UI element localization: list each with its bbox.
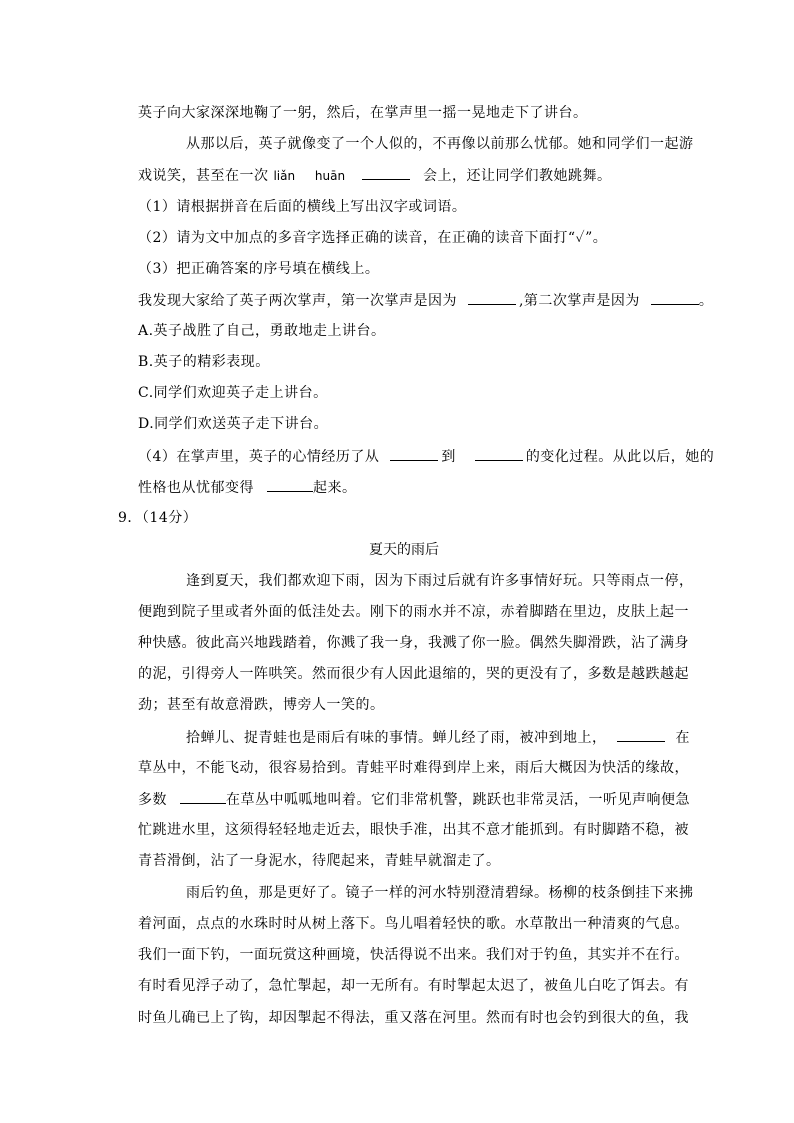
paragraph-line: 青苔滑倒，沾了一身泥水，待爬起来，青蛙早就溜走了。 [138, 853, 501, 869]
paragraph-line: 时鱼儿确已上了钩，却因掣起不得法，重又落在河里。然而有时也会钓到很大的鱼，我 [138, 1010, 689, 1026]
question-text: （4）在掌声里，英子的心情经历了从 [138, 449, 380, 465]
sentence-text: ,第二次掌声是因为 [518, 293, 640, 309]
paragraph-text: 拾蝉儿、捉青蛙也是雨后有味的事情。蝉儿经了雨，被冲到地上， [186, 730, 607, 746]
answer-blank[interactable] [468, 290, 516, 305]
paragraph-line [186, 727, 690, 748]
question-4-continued [138, 477, 356, 498]
answer-blank[interactable] [475, 446, 523, 461]
paragraph-text: 在 [675, 730, 690, 746]
passage-line [138, 165, 611, 186]
pinyin-text: liǎn [273, 169, 296, 183]
sentence-text: 我发现大家给了英子两次掌声，第一次掌声是因为 [138, 293, 457, 309]
paragraph-text: 多数 [138, 792, 167, 808]
paragraph-line: 着河面，点点的水珠时时从树上落下。鸟儿唱着轻快的歌。水草散出一种清爽的气息。 [138, 916, 689, 932]
option-a: A.英子战胜了自己，勇敢地走上讲台。 [138, 323, 386, 339]
paragraph-line: 的泥，引得旁人一阵哄笑。然而很少有人因此退缩的，哭的更没有了，多数是越跌越起 [138, 666, 689, 682]
question-3: （3）把正确答案的序号填在横线上。 [138, 261, 380, 277]
question-2: （2）请为文中加点的多音字选择正确的读音，在正确的读音下面打“✓”。 [138, 230, 608, 246]
sentence-text: 。 [698, 293, 714, 309]
paragraph-line: 我们一面下钓，一面玩赏这种画境，快活得说不出来。我们对于钓鱼，其实并不在行。 [138, 947, 689, 963]
question-3-sentence [138, 290, 713, 311]
question-number: 9．（14分） [118, 510, 198, 526]
paragraph-line: 草丛中，不能飞动，很容易拾到。青蛙平时难得到岸上来，雨后大概因为快活的缘故， [138, 760, 689, 776]
answer-blank[interactable] [362, 165, 410, 180]
answer-blank[interactable] [180, 789, 226, 804]
paragraph-line: 有时看见浮子动了，急忙掣起，却一无所有。有时掣起太迟了，被鱼儿白吃了饵去。有 [138, 978, 689, 994]
paragraph-line: 便跑到院子里或者外面的低洼处去。刚下的雨水并不凉，赤着脚踏在里边，皮肤上起一 [138, 604, 689, 620]
question-text: 到 [441, 449, 456, 465]
question-4 [138, 446, 714, 467]
passage-line: 从那以后，英子就像变了一个人似的，不再像以前那么忧郁。她和同学们一起游 [186, 136, 694, 152]
question-text: 的变化过程。从此以后，她的 [525, 449, 715, 465]
answer-blank[interactable] [267, 477, 313, 492]
question-1: （1）请根据拼音在后面的横线上写出汉字或词语。 [138, 199, 467, 215]
option-c: C.同学们欢迎英子走上讲台。 [138, 385, 328, 401]
pinyin-text: huān [314, 169, 346, 183]
question-text: 性格也从忧郁变得 [138, 480, 254, 496]
paragraph-line: 逢到夏天，我们都欢迎下雨，因为下雨过后就有许多事情好玩。只等雨点一停， [186, 573, 694, 589]
answer-blank[interactable] [390, 446, 438, 461]
paragraph-text: 在草丛中呱呱地叫着。它们非常机警，跳跃也非常灵活，一听见声响便急 [225, 792, 690, 808]
passage-title: 夏天的雨后 [369, 542, 439, 558]
passage-text: 会上，还让同学们教她跳舞。 [422, 168, 612, 184]
option-d: D.同学们欢送英子走下讲台。 [138, 416, 329, 432]
paragraph-line: 劲；甚至有故意滑跌，博旁人一笑的。 [138, 697, 385, 713]
passage-line: 英子向大家深深地鞠了一躬，然后，在掌声里一摇一晃地走下了讲台。 [138, 105, 588, 121]
question-text: 起来。 [312, 480, 357, 496]
paragraph-line [138, 789, 690, 810]
option-b: B.英子的精彩表现。 [138, 354, 270, 370]
answer-blank[interactable] [651, 290, 699, 305]
paragraph-line: 种快感。彼此高兴地践踏着，你溅了我一身，我溅了你一脸。偶然失脚滑跌，沾了满身 [138, 635, 689, 651]
passage-text: 戏说笑，甚至在一次 [138, 168, 269, 184]
answer-blank[interactable] [617, 727, 665, 742]
paragraph-line: 忙跳进水里，这须得轻轻地走近去，眼快手准，出其不意才能抓到。有时脚踏不稳，被 [138, 822, 689, 838]
paragraph-line: 雨后钓鱼，那是更好了。镜子一样的河水特别澄清碧绿。杨柳的枝条倒挂下来拂 [186, 885, 694, 901]
